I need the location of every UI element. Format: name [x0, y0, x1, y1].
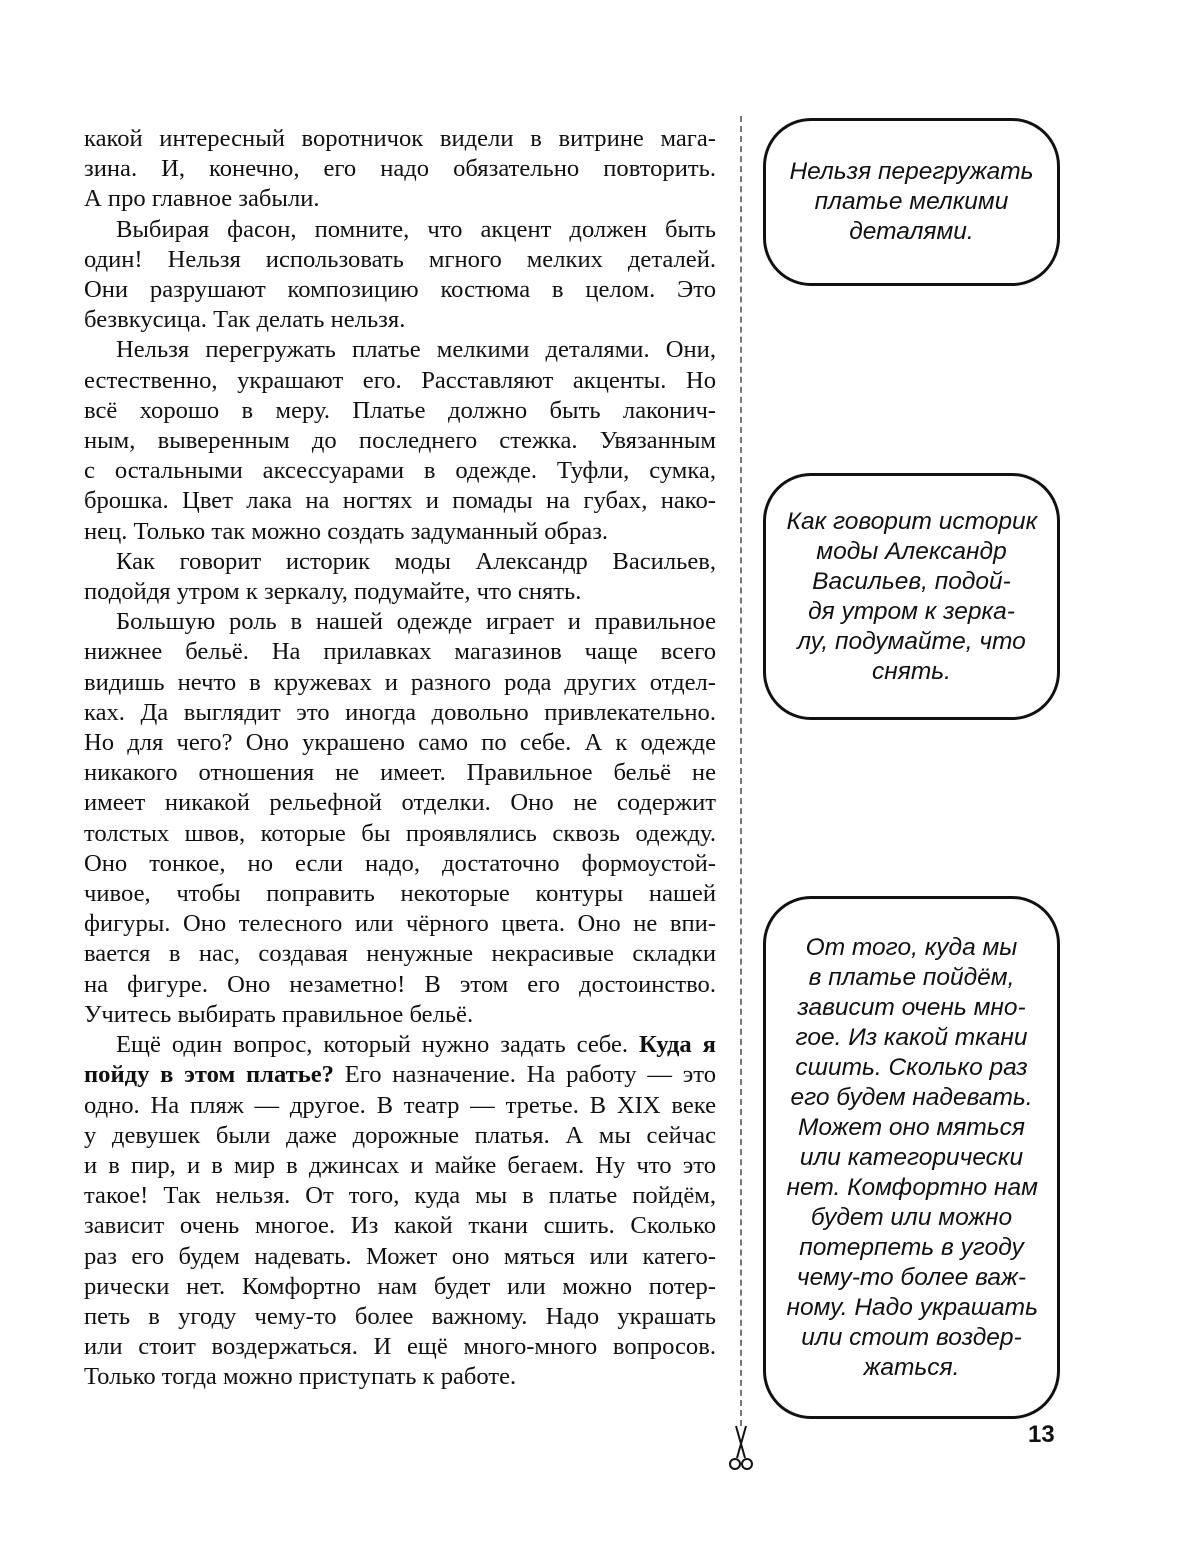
callout-line: его будем надевать. — [790, 1083, 1033, 1111]
text-line: у девушек были даже дорожные платья. А мы сейчас — [84, 1121, 716, 1149]
text-line: нижнее бельё. На прилавках магазинов чаще всего — [84, 638, 716, 666]
text-line: безвкусица. Так делать нельзя. — [84, 306, 406, 334]
callout-line: зависит очень мно- — [797, 993, 1026, 1021]
callout-line: будет или можно — [810, 1203, 1013, 1231]
callout-box — [763, 896, 1060, 1419]
callout-line: нет. Комфортно нам — [786, 1173, 1038, 1201]
callout-line: ному. Надо украшать — [786, 1293, 1038, 1321]
text-line: Выбирая фасон, помните, что акцент должен быть — [116, 215, 716, 243]
bold-question-part: пойду в этом платье? — [84, 1061, 334, 1089]
callout-line: или категорически — [799, 1143, 1024, 1171]
callout-text — [787, 157, 1037, 247]
text-line: одно. На пляж — другое. В театр — третье. В XIX веке — [84, 1091, 716, 1119]
callout-line: чему-то более важ- — [796, 1263, 1027, 1291]
callout-line: лу, подумайте, что — [797, 627, 1026, 655]
callout-line: сшить. Сколько раз — [795, 1053, 1028, 1081]
text-line: Но для чего? Оно украшено само по себе. А к одежде — [84, 729, 716, 757]
text-line: рически нет. Комфортно нам будет или можно потер- — [84, 1272, 716, 1300]
callout-line: От того, куда мы — [805, 933, 1018, 961]
text-line: чивое, чтобы поправить некоторые контуры нашей — [84, 880, 716, 908]
text-line: с остальными аксессуарами в одежде. Туфли, сумка, — [84, 457, 716, 485]
text-line: толстых швов, которые бы проявлялись сквозь одежду. — [84, 819, 716, 847]
text-line: такое! Так нельзя. От того, куда мы в платье пойдём, — [84, 1182, 716, 1210]
text-line: Нельзя перегружать платье мелкими деталями. Они, — [116, 336, 716, 364]
text-line — [84, 1060, 716, 1090]
main-text-column — [84, 124, 716, 1393]
callout-text — [787, 933, 1037, 1383]
paragraph-3 — [84, 335, 716, 546]
callout-line: Васильев, подой- — [812, 567, 1011, 595]
text-run: Ещё один вопрос, который нужно задать себе. — [116, 1031, 629, 1059]
scissors-icon — [727, 1424, 755, 1472]
text-line: петь в угоду чему-то более важному. Надо украшать — [84, 1302, 716, 1330]
paragraph-2 — [84, 215, 716, 336]
text-line: или стоит воздержаться. И ещё много-много вопросов. — [84, 1333, 716, 1361]
callout-line: моды Александр — [816, 537, 1007, 565]
callout-line: Нельзя перегружать — [789, 158, 1034, 185]
text-run: Его назначение. На работу — это — [344, 1061, 716, 1089]
text-line: вается в нас, создавая ненужные некрасивые складки — [84, 940, 716, 968]
callout-line: жаться. — [863, 1353, 960, 1381]
callout-line: Может оно мяться — [798, 1113, 1025, 1141]
paragraph-5 — [84, 607, 716, 1030]
text-line: Учитесь выбирать правильное бельё. — [84, 1000, 474, 1028]
bold-question-part: Куда я — [639, 1031, 716, 1059]
callout-line: гое. Из какой ткани — [795, 1023, 1028, 1051]
page-number: 13 — [1028, 1421, 1055, 1448]
text-line: Оно тонкое, но если надо, достаточно формоустой- — [84, 849, 716, 877]
text-line: Только тогда можно приступать к работе. — [84, 1363, 517, 1391]
callout-line: дя утром к зерка- — [808, 597, 1015, 625]
callout-line: в платье пойдём, — [808, 963, 1015, 991]
text-line: подойдя утром к зеркалу, подумайте, что снять. — [84, 578, 582, 606]
text-line: естественно, украшают его. Расставляют акценты. Но — [84, 366, 716, 394]
text-line: ным, выверенным до последнего стежка. Увязанным — [84, 427, 716, 455]
text-line: раз его будем надевать. Может оно мяться или катего- — [84, 1242, 716, 1270]
callout-line: Как говорит историк — [786, 507, 1038, 535]
callout-line: потерпеть в угоду — [799, 1233, 1024, 1261]
paragraph-6 — [84, 1030, 716, 1392]
paragraph-1 — [84, 124, 716, 215]
text-line: всё хорошо в меру. Платье должно быть лаконич- — [84, 396, 716, 424]
text-line: какой интересный воротничок видели в витрине мага- — [84, 125, 716, 152]
cut-line-divider — [740, 116, 742, 1426]
text-line: видишь нечто в кружевах и разного рода других отдел- — [84, 668, 716, 696]
text-line: на фигуре. Оно незаметно! В этом его достоинство. — [84, 970, 716, 998]
text-line: зина. И, конечно, его надо обязательно повторить. — [84, 155, 716, 183]
callout-line: деталями. — [849, 218, 974, 245]
text-line: Они разрушают композицию костюма в целом. Это — [84, 276, 716, 304]
text-line: имеет никакой рельефной отделки. Оно не содержит — [84, 789, 716, 817]
callout-box — [763, 473, 1060, 720]
callout-line: снять. — [872, 657, 951, 685]
text-line: один! Нельзя использовать мгного мелких деталей. — [84, 245, 716, 273]
callout-line: или стоит воздер- — [801, 1323, 1022, 1351]
text-line: зависит очень многое. Из какой ткани сшить. Сколько — [84, 1212, 716, 1240]
text-line: нец. Только так можно создать задуманный образ. — [84, 517, 609, 545]
text-line: ках. Да выглядит это иногда довольно привлекательно. — [84, 698, 716, 726]
text-line: никакого отношения не имеет. Правильное бельё не — [84, 759, 716, 787]
text-line: Как говорит историк моды Александр Васильев, — [116, 547, 716, 575]
callout-line: платье мелкими — [814, 188, 1009, 215]
callout-text — [787, 507, 1037, 687]
callout-box — [763, 118, 1060, 286]
text-line: брошка. Цвет лака на ногтях и помады на губах, нако- — [84, 487, 716, 515]
paragraph-4 — [84, 547, 716, 607]
text-line: фигуры. Оно телесного или чёрного цвета. Оно не впи- — [84, 910, 716, 938]
text-line: Большую роль в нашей одежде играет и правильное — [116, 608, 716, 636]
text-line — [84, 1030, 716, 1060]
text-line: и в пир, и в мир в джинсах и майке бегаем. Ну что это — [84, 1151, 716, 1179]
text-line: А про главное забыли. — [84, 185, 320, 213]
